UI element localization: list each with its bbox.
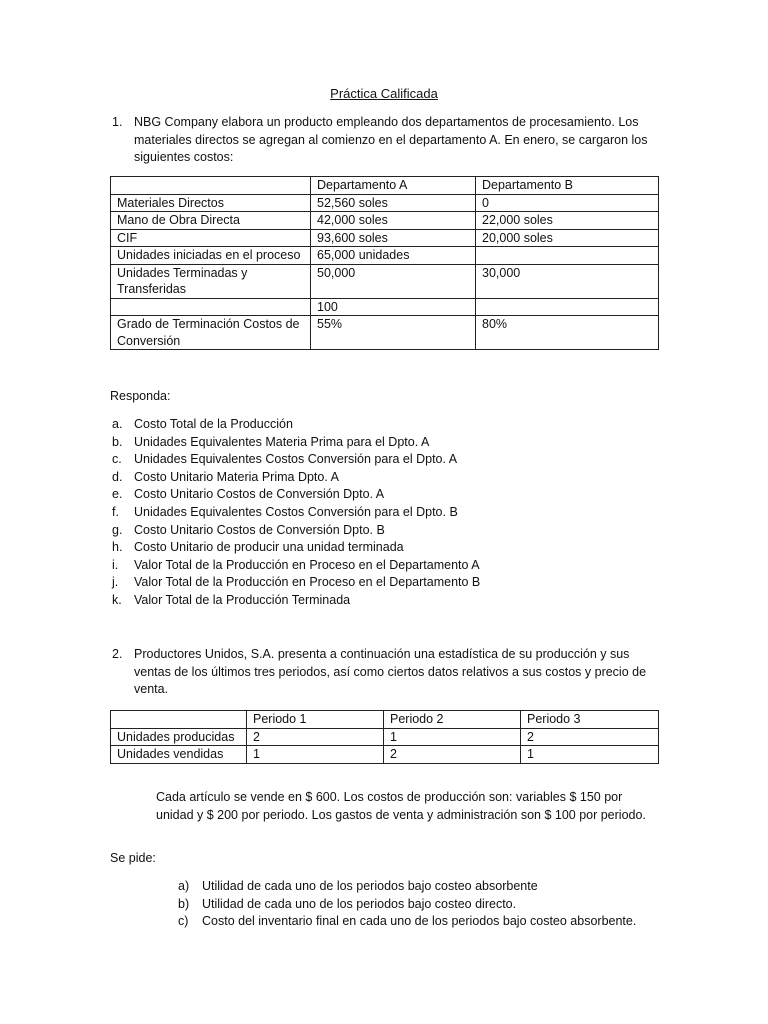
list-text: Unidades Equivalentes Costos Conversión para el Dpto. A (134, 452, 458, 467)
table-row (111, 194, 659, 212)
table-row (111, 298, 659, 316)
page-title: Práctica Calificada (330, 86, 438, 101)
list-item (112, 574, 694, 592)
question-2-number: 2. (112, 647, 123, 661)
list-text: Costo Unitario de producir una unidad terminada (134, 540, 404, 555)
list-marker: a. (112, 417, 123, 431)
table-row (111, 177, 659, 195)
list-item (112, 451, 694, 469)
list-marker: b. (112, 434, 123, 449)
table-header-period-1: Periodo 1 (247, 711, 384, 729)
list-text: Unidades Equivalentes Costos Conversión para el Dpto. B (134, 504, 458, 519)
table-cell: 2 (247, 728, 384, 746)
table-cell (111, 177, 311, 195)
table-cell (476, 247, 659, 265)
list-marker: c) (178, 914, 189, 929)
list-text: Costo Unitario Costos de Conversión Dpto. A (134, 487, 385, 502)
list-marker: b) (178, 896, 190, 911)
list-marker: i. (112, 557, 119, 572)
list-item (178, 913, 722, 931)
list-marker: f. (112, 504, 119, 519)
table-cell (476, 298, 659, 316)
question-2-paragraph: Cada artículo se vende en $ 600. Los costos de producción son: variables $ 150 por unidad y $ 200 por periodo. Los gastos de venta y administración son $ 100 por periodo. (156, 790, 646, 822)
table-cell: 80% (476, 316, 659, 350)
table-cell: 1 (384, 728, 521, 746)
list-text: Costo Unitario Materia Prima Dpto. A (134, 469, 339, 484)
table-cell: 30,000 (476, 264, 659, 298)
list-item (112, 434, 694, 452)
list-marker: c. (112, 452, 122, 467)
list-item (112, 469, 694, 487)
answers-list (112, 416, 694, 610)
respond-label: Responda: (110, 389, 171, 403)
table-cell: Unidades iniciadas en el proceso (111, 247, 311, 265)
table-cell: 55% (311, 316, 476, 350)
table-row (111, 264, 659, 298)
table-cell (111, 711, 247, 729)
list-marker: g. (112, 522, 123, 537)
list-marker: h. (112, 540, 123, 555)
table-cell: 2 (521, 728, 659, 746)
table-row (111, 746, 659, 764)
list-marker: a) (178, 879, 190, 893)
table-cell: 1 (247, 746, 384, 764)
table-cell: Materiales Directos (111, 194, 311, 212)
question-1 (112, 114, 674, 167)
list-item (112, 522, 694, 540)
table-row (111, 212, 659, 230)
question-2 (112, 646, 654, 699)
list-text: Costo del inventario final en cada uno de los periodos bajo costeo absorbente. (202, 914, 637, 929)
table-header-dept-b: Departamento B (476, 177, 659, 195)
table-header-period-2: Periodo 2 (384, 711, 521, 729)
question-1-number: 1. (112, 115, 123, 129)
list-marker: j. (112, 575, 119, 590)
list-marker: d. (112, 469, 123, 484)
table-cell: 65,000 unidades (311, 247, 476, 265)
table-cell: 22,000 soles (476, 212, 659, 230)
table-row (111, 316, 659, 350)
list-marker: k. (112, 592, 122, 607)
table-cell: 1 (521, 746, 659, 764)
table-cell: Unidades vendidas (111, 746, 247, 764)
question-2-text: Productores Unidos, S.A. presenta a continuación una estadística de su producción y sus ventas de los últimos tres periodos, así como ciertos datos relativos a sus costos y precio de venta. (134, 647, 647, 696)
list-text: Valor Total de la Producción en Proceso en el Departamento B (134, 575, 481, 590)
table-row (111, 229, 659, 247)
list-text: Utilidad de cada uno de los periodos bajo costeo directo. (202, 896, 517, 911)
table-header-period-3: Periodo 3 (521, 711, 659, 729)
departments-table (110, 176, 659, 350)
table-header-dept-a: Departamento A (311, 177, 476, 195)
table-row (111, 247, 659, 265)
ask-label: Se pide: (110, 851, 156, 865)
list-item (112, 504, 694, 522)
table-cell: CIF (111, 229, 311, 247)
list-item (112, 539, 694, 557)
list-item (112, 416, 694, 434)
table-cell: Unidades producidas (111, 728, 247, 746)
table-cell: 20,000 soles (476, 229, 659, 247)
list-text: Unidades Equivalentes Materia Prima para el Dpto. A (134, 434, 430, 449)
table-cell: 50,000 (311, 264, 476, 298)
list-item (112, 592, 694, 610)
table-cell: Unidades Terminadas y Transferidas (111, 264, 311, 298)
table-cell: 93,600 soles (311, 229, 476, 247)
list-item (178, 878, 722, 896)
table-cell (111, 298, 311, 316)
periods-table (110, 710, 659, 764)
table-row (111, 728, 659, 746)
list-item (112, 486, 694, 504)
list-text: Valor Total de la Producción en Proceso en el Departamento A (134, 557, 480, 572)
table-cell: Mano de Obra Directa (111, 212, 311, 230)
table-cell: 0 (476, 194, 659, 212)
list-text: Costo Unitario Costos de Conversión Dpto. B (134, 522, 385, 537)
list-text: Costo Total de la Producción (134, 417, 293, 431)
table-cell: 100 (311, 298, 476, 316)
list-item (112, 557, 694, 575)
table-row (111, 711, 659, 729)
list-marker: e. (112, 487, 123, 502)
list-text: Valor Total de la Producción Terminada (134, 592, 351, 607)
table-cell: Grado de Terminación Costos de Conversión (111, 316, 311, 350)
question-1-text: NBG Company elabora un producto empleando dos departamentos de procesamiento. Los materiales directos se agregan al comienzo en el departamento A. En enero, se cargaron los siguientes costos: (134, 115, 648, 164)
table-cell: 52,560 soles (311, 194, 476, 212)
table-cell: 2 (384, 746, 521, 764)
table-cell: 42,000 soles (311, 212, 476, 230)
list-item (178, 896, 722, 914)
asks-list (178, 878, 722, 931)
list-text: Utilidad de cada uno de los periodos bajo costeo absorbente (202, 879, 538, 893)
